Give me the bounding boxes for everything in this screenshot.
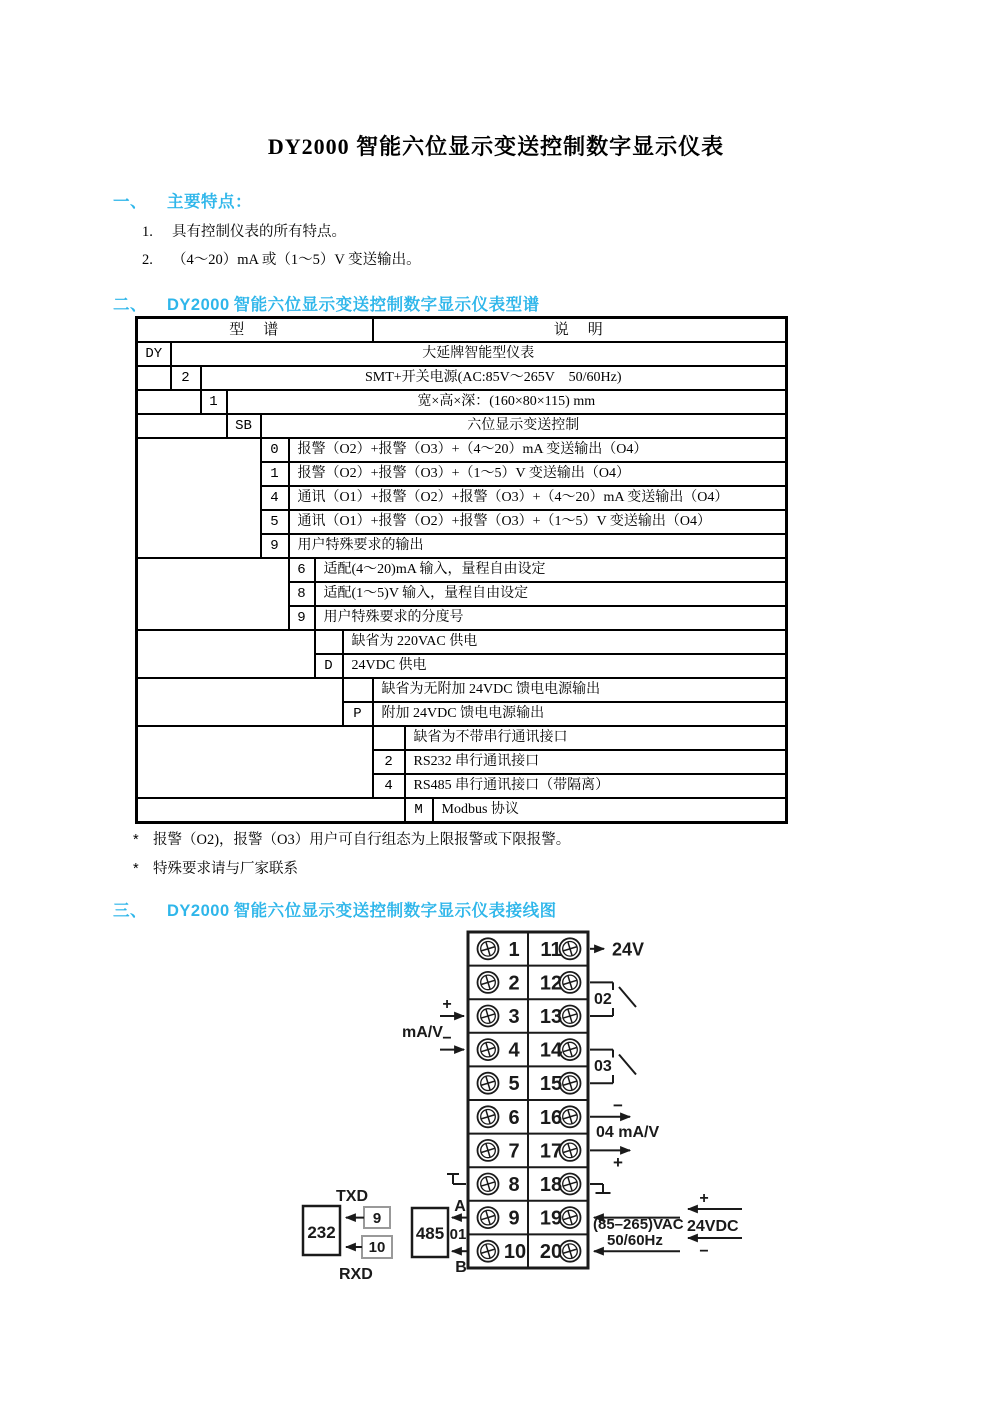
table-row [137,366,787,390]
label-rxd: RXD [339,1266,373,1283]
screw-icon [478,1174,499,1195]
model-desc-cell: RS232 串行通讯接口 [405,750,787,774]
screw-icon [560,1174,581,1195]
label-rs485: 485 [415,1224,445,1243]
terminal-number: 18 [539,1174,563,1196]
model-desc-cell: 通讯（O1）+报警（O2）+报警（O3）+（4～20）mA 变送输出（O4） [289,486,787,510]
model-desc-cell: 适配(4～20)mA 输入，量程自由设定 [315,558,787,582]
model-desc-cell: 通讯（O1）+报警（O2）+报警（O3）+（1～5）V 变送输出（O4） [289,510,787,534]
screw-icon [560,972,581,993]
spacer-cell [137,438,261,558]
terminal-number: 1 [508,938,520,961]
table-row [137,678,787,702]
label-input-signal: mA/V [402,1024,443,1041]
terminal-number: 8 [508,1174,520,1196]
terminal-number: 20 [539,1241,563,1264]
table-row [137,414,787,438]
spacer-cell [137,726,373,798]
terminal-number: 3 [508,1006,520,1028]
screw-icon [560,1207,581,1228]
screw-icon [478,1207,499,1228]
terminal-number: 4 [508,1039,520,1062]
relay-o3-contact-icon [619,1055,636,1075]
terminal-number: 7 [508,1140,520,1163]
model-code-cell: 0 [261,438,289,462]
terminal-number: 16 [539,1106,563,1129]
label-o4-channel: 04 mA/V [596,1124,660,1141]
model-code-cell: 4 [261,486,289,510]
terminal-number: 2 [508,972,520,995]
model-code-cell: 9 [289,606,315,630]
model-desc-cell: 用户特殊要求的分度号 [315,606,787,630]
wiring-diagram [290,930,850,1302]
label-input-minus: − [442,1030,452,1047]
spacer-cell [137,558,289,630]
label-txd: TXD [336,1188,368,1205]
page-title: DY2000 智能六位显示变送控制数字显示仪表 [267,134,725,159]
section2-number: 二、 [113,295,147,314]
section3-heading [113,897,557,921]
spacer-cell [137,390,201,414]
model-desc-cell: 附加 24VDC 馈电电源输出 [373,702,787,726]
model-code-cell: 6 [289,558,315,582]
model-desc-cell: 用户特殊要求的输出 [289,534,787,558]
terminal-number: 11 [540,938,562,961]
terminal-number: 5 [508,1073,520,1096]
table-row [137,798,787,823]
feature-item-1 [142,220,346,241]
section2-heading [113,291,540,315]
model-spectrum-table [135,316,788,824]
model-code-cell: 8 [289,582,315,606]
spacer-cell [137,414,227,438]
model-desc-cell: 24VDC 供电 [343,654,787,678]
feature-1-text: 具有控制仪表的所有特点。 [172,224,346,240]
section3-number: 三、 [113,901,147,920]
screw-icon [478,1039,499,1060]
table-row [137,438,787,462]
label-24v-out: 24V [612,939,645,960]
label-rs485-a: A [454,1198,466,1215]
screw-icon [478,972,499,993]
model-code-cell [315,630,343,654]
model-code-cell: SB [227,414,261,438]
screw-icon [560,1006,581,1027]
model-code-cell: 1 [261,462,289,486]
model-desc-cell: 报警（O2）+报警（O3）+（4～20）mA 变送输出（O4） [289,438,787,462]
screw-icon [478,1106,499,1127]
section2-brand: DY2000 [167,296,230,314]
section1-number: 一、 [113,192,147,211]
screw-icon [560,1073,581,1094]
table-row [137,726,787,750]
note-1 [133,828,570,849]
terminal-number: 9 [508,1207,520,1230]
table-row [137,558,787,582]
terminal-number: 15 [539,1073,563,1096]
model-code-cell [343,678,373,702]
label-relay-o3: 03 [594,1058,612,1075]
screw-icon [478,1140,499,1161]
label-rs232-terminal10: 10 [368,1239,386,1256]
model-desc-cell: 缺省为不带串行通讯接口 [405,726,787,750]
model-code-cell: 2 [171,366,201,390]
section3-title-text: 智能六位显示变送控制数字显示仪表接线图 [233,901,557,920]
model-desc-cell: 适配(1～5)V 输入，量程自由设定 [315,582,787,606]
label-rs485-channel: 01 [449,1226,467,1243]
model-code-cell: P [343,702,373,726]
section2-title-text: 智能六位显示变送控制数字显示仪表型谱 [233,295,540,314]
model-code-cell: 4 [373,774,405,798]
screw-icon [560,1140,581,1161]
label-rs232-terminal9: 9 [372,1210,382,1227]
terminal-number: 14 [539,1039,563,1062]
model-code-cell: 1 [201,390,227,414]
wiring-diagram-svg [290,930,850,1302]
screw-icon [478,1006,499,1027]
label-rs485-b: B [455,1259,467,1276]
model-desc-cell: SMT+开关电源(AC:85V～265V 50/60Hz) [201,366,787,390]
label-dc-plus: + [699,1190,709,1207]
note-1-asterisk: * [133,832,139,848]
header-desc: 说 明 [373,318,787,343]
label-o4-plus: + [613,1153,623,1172]
note-2 [133,857,298,878]
label-ac-freq: 50/60Hz [607,1232,663,1249]
header-models: 型 谱 [137,318,373,343]
note-2-text: 特殊要求请与厂家联系 [153,861,298,877]
label-input-plus: + [442,996,452,1013]
terminal-number: 10 [503,1241,527,1264]
label-dc-minus: − [699,1243,709,1260]
screw-icon [478,1073,499,1094]
model-code-cell: DY [137,342,171,366]
spacer-cell [137,798,405,823]
model-desc-cell: Modbus 协议 [433,798,787,823]
screw-icon [478,1241,499,1262]
ground-icon-left [447,1174,466,1184]
spacer-cell [137,678,343,726]
spacer-cell [137,366,171,390]
terminal-number: 17 [539,1140,563,1163]
model-desc-cell: 报警（O2）+报警（O3）+（1～5）V 变送输出（O4） [289,462,787,486]
screw-icon [560,1106,581,1127]
screw-icon [560,1039,581,1060]
model-desc-cell: 宽×高×深：(160×80×115) mm [227,390,787,414]
model-desc-cell: 缺省为 220VAC 供电 [343,630,787,654]
terminal-number: 19 [539,1207,563,1230]
terminal-number: 12 [539,972,563,995]
model-code-cell: 9 [261,534,289,558]
note-1-text: 报警（O2)，报警（O3）用户可自行组态为上限报警或下限报警。 [153,832,571,848]
feature-item-2 [142,248,421,269]
label-ac-range: (85–265)VAC [593,1216,684,1233]
model-code-cell: D [315,654,343,678]
model-desc-cell: 大延牌智能型仪表 [171,342,787,366]
label-relay-o2: 02 [594,991,612,1008]
model-desc-cell: 缺省为无附加 24VDC 馈电电源输出 [373,678,787,702]
terminal-number: 6 [508,1106,520,1129]
label-o4-minus: − [613,1096,623,1115]
table-row [137,390,787,414]
label-dc-voltage: 24VDC [687,1218,739,1235]
model-code-cell [373,726,405,750]
screw-icon [560,1241,581,1262]
terminal-number: 13 [539,1006,563,1028]
model-code-cell: M [405,798,433,823]
section1-title-text: 主要特点： [167,192,252,211]
section1-heading [113,188,252,212]
model-code-cell: 2 [373,750,405,774]
section3-brand: DY2000 [167,902,230,920]
label-rs232: 232 [307,1223,336,1242]
spacer-cell [137,630,315,678]
relay-o2-contact-icon [619,987,636,1007]
table-header-row [137,318,787,343]
model-desc-cell: 六位显示变送控制 [261,414,787,438]
model-code-cell: 5 [261,510,289,534]
table-row [137,342,787,366]
feature-1-number: 1. [142,224,153,240]
feature-2-text: （4～20）mA 或（1～5）V 变送输出。 [172,252,421,268]
table-row [137,630,787,654]
screw-icon [478,938,499,959]
ground-icon-right [590,1184,611,1193]
model-desc-cell: RS485 串行通讯接口（带隔离） [405,774,787,798]
screw-icon [560,938,581,959]
feature-2-number: 2. [142,252,153,268]
note-2-asterisk: * [133,861,139,877]
